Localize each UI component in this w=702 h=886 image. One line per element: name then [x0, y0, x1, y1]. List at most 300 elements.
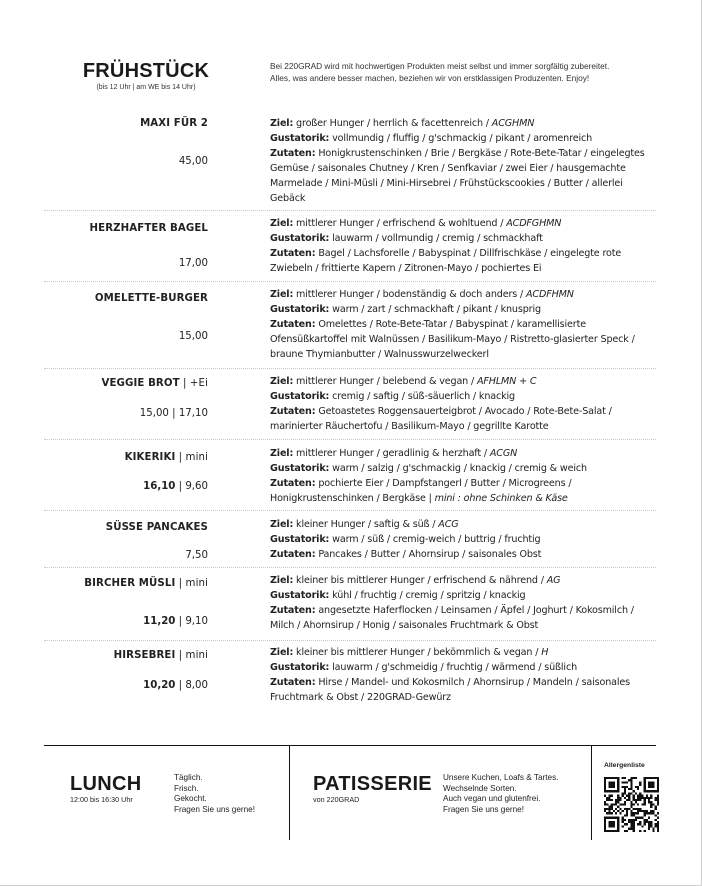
item-divider: [44, 281, 656, 282]
ziel-text: kleiner Hunger / saftig & süß /: [296, 519, 439, 530]
qr-module: [650, 781, 652, 783]
qr-module: [626, 808, 628, 810]
ziel-text: mittlerer Hunger / belebend & vegan /: [296, 376, 477, 387]
qr-module: [608, 806, 610, 808]
gustatorik-text: warm / süß / cremig-weich / buttrig / fruchtig: [332, 534, 541, 545]
lunch-info: [174, 773, 255, 815]
ziel-label: Ziel:: [270, 289, 294, 300]
qr-module: [635, 799, 637, 801]
qr-module: [604, 808, 606, 810]
zutaten-text: pochierte Eier / Dampfstangerl / Butter / Microgreens / Honigkrustenschinken / Bergkäse |: [270, 478, 572, 504]
qr-module: [613, 825, 615, 827]
qr-module: [617, 790, 619, 792]
qr-module: [617, 825, 619, 827]
qr-module: [617, 781, 619, 783]
qr-module: [624, 808, 626, 810]
qr-module: [608, 812, 610, 814]
qr-module: [626, 810, 628, 812]
item-divider: [44, 567, 656, 568]
qr-module: [655, 819, 657, 821]
qr-module: [648, 821, 650, 823]
qr-module: [630, 784, 632, 786]
patisserie-info: [443, 773, 558, 815]
qr-module: [613, 810, 615, 812]
qr-module: [630, 819, 632, 821]
qr-module: [604, 821, 606, 823]
qr-module: [633, 795, 635, 797]
qr-module: [606, 812, 608, 814]
qr-module: [622, 803, 624, 805]
footer-separator: [289, 745, 290, 840]
qr-module: [613, 821, 615, 823]
qr-module: [608, 821, 610, 823]
page-title: FRÜHSTÜCK: [82, 60, 210, 82]
qr-module: [630, 806, 632, 808]
zutaten-text: Hirse / Mandel- und Kokosmilch / Ahornsirup / Mandeln / saisonales Fruchtmark & Obst / 220GRAD-Gewürz: [270, 677, 631, 703]
allergen-qr-code[interactable]: [604, 777, 659, 832]
item-price: 7,50: [185, 550, 208, 561]
qr-module: [648, 777, 650, 779]
qr-module: [611, 825, 613, 827]
zutaten-text: Getoastetes Roggensauerteigbrot / Avocado / Rote-Bete-Salat / marinierter Räuchertofu / Basilikum-Mayo / gegrillte Karotte: [270, 406, 612, 432]
qr-module: [637, 817, 639, 819]
qr-module: [648, 801, 650, 803]
gustatorik-label: Gustatorik:: [270, 662, 330, 673]
item-description: [270, 116, 655, 206]
footer-separator: [591, 745, 592, 840]
qr-module: [613, 781, 615, 783]
qr-module: [650, 821, 652, 823]
qr-module: [617, 810, 619, 812]
qr-module: [635, 817, 637, 819]
ziel-label: Ziel:: [270, 647, 294, 658]
qr-module: [637, 799, 639, 801]
qr-module: [652, 812, 654, 814]
qr-module: [615, 830, 617, 832]
qr-module: [615, 801, 617, 803]
qr-module: [633, 790, 635, 792]
qr-module: [648, 812, 650, 814]
ziel-label: Ziel:: [270, 448, 294, 459]
qr-module: [637, 786, 639, 788]
qr-module: [608, 795, 610, 797]
qr-module: [646, 810, 648, 812]
qr-module: [650, 786, 652, 788]
lunch-line: Fragen Sie uns gerne!: [174, 804, 256, 814]
qr-module: [650, 810, 652, 812]
qr-module: [655, 814, 657, 816]
qr-module: [657, 779, 659, 781]
qr-module: [637, 797, 639, 799]
qr-module: [604, 830, 606, 832]
qr-module: [650, 801, 652, 803]
qr-module: [633, 803, 635, 805]
qr-module: [624, 803, 626, 805]
qr-module: [657, 797, 659, 799]
qr-module: [652, 810, 654, 812]
qr-module: [655, 825, 657, 827]
qr-module: [624, 788, 626, 790]
item-name: HIRSEBREI | mini: [113, 650, 208, 661]
qr-module: [644, 803, 646, 805]
qr-module: [644, 819, 646, 821]
lunch-line: Frisch.: [174, 783, 199, 793]
qr-module: [604, 788, 606, 790]
zutaten-label: Zutaten:: [270, 605, 316, 616]
qr-module: [644, 788, 646, 790]
qr-module: [624, 781, 626, 783]
qr-module: [617, 786, 619, 788]
qr-module: [639, 830, 641, 832]
qr-module: [617, 801, 619, 803]
qr-module: [604, 784, 606, 786]
zutaten-text: Bagel / Lachsforelle / Babyspinat / Dillfrischkäse / eingelegte rote Zwiebeln / frittierte Kapern / Zitronen-Mayo / pochiertes Ei: [270, 248, 622, 274]
qr-module: [652, 828, 654, 830]
zutaten-text: Honigkrustenschinken / Brie / Bergkäse / Rote-Bete-Tatar / eingelegtes Gemüse / saisonales Chutney / Kren / Senfkaviar / zwei Eier / hausgemachte Marmelade / Mini-Müsli / Mini-Hirsebrei / Frühstückscookies / Butter / allerlei Gebäck: [270, 148, 645, 204]
qr-module: [633, 830, 635, 832]
patisserie-subtitle: von 220GRAD: [313, 795, 360, 804]
qr-module: [652, 790, 654, 792]
qr-module: [611, 781, 613, 783]
gustatorik-label: Gustatorik:: [270, 534, 330, 545]
qr-module: [604, 803, 606, 805]
qr-module: [624, 797, 626, 799]
qr-module: [624, 819, 626, 821]
item-divider: [44, 368, 656, 369]
qr-module: [630, 788, 632, 790]
qr-module: [648, 797, 650, 799]
qr-module: [624, 790, 626, 792]
qr-module: [617, 817, 619, 819]
item-name: KIKERIKI | mini: [124, 452, 208, 463]
qr-module: [648, 781, 650, 783]
zutaten-label: Zutaten:: [270, 478, 316, 489]
zutaten-label: Zutaten:: [270, 148, 316, 159]
qr-module: [617, 828, 619, 830]
qr-module: [650, 784, 652, 786]
qr-module: [608, 810, 610, 812]
lunch-time: 12:00 bis 16:30 Uhr: [70, 795, 133, 804]
qr-module: [604, 828, 606, 830]
qr-module: [606, 777, 608, 779]
qr-module: [650, 803, 652, 805]
qr-module: [604, 786, 606, 788]
qr-module: [633, 799, 635, 801]
qr-module: [615, 777, 617, 779]
item-description: [270, 446, 655, 506]
ziel-label: Ziel:: [270, 575, 294, 586]
qr-module: [606, 799, 608, 801]
qr-module: [611, 803, 613, 805]
qr-module: [622, 795, 624, 797]
qr-module: [648, 790, 650, 792]
zutaten-label: Zutaten:: [270, 549, 316, 560]
qr-module: [655, 790, 657, 792]
patisserie-line: Fragen Sie uns gerne!: [443, 804, 525, 814]
qr-module: [624, 830, 626, 832]
qr-module: [608, 781, 610, 783]
qr-module: [633, 808, 635, 810]
qr-module: [611, 808, 613, 810]
intro-text: [270, 60, 650, 84]
qr-module: [639, 817, 641, 819]
item-description: [270, 374, 655, 434]
qr-module: [650, 825, 652, 827]
item-divider: [44, 640, 656, 641]
qr-module: [615, 808, 617, 810]
qr-module: [606, 797, 608, 799]
allergen-code: AFHLMN + C: [477, 376, 537, 387]
qr-module: [648, 823, 650, 825]
qr-module: [652, 777, 654, 779]
qr-module: [608, 825, 610, 827]
item-description: [270, 216, 655, 276]
qr-module: [630, 821, 632, 823]
qr-module: [624, 786, 626, 788]
qr-module: [639, 799, 641, 801]
qr-module: [635, 792, 637, 794]
item-price: 17,00: [178, 258, 208, 269]
qr-module: [615, 790, 617, 792]
zutaten-text: angesetzte Haferflocken / Leinsamen / Äpfel / Joghurt / Kokosmilch / Milch / Ahornsirup / Honig / saisonales Fruchtmark & Obst: [270, 605, 634, 631]
qr-module: [657, 828, 659, 830]
qr-module: [644, 784, 646, 786]
allergen-code: ACG: [438, 519, 459, 530]
qr-module: [646, 795, 648, 797]
qr-module: [611, 830, 613, 832]
lunch-line: Gekocht.: [174, 794, 207, 803]
gustatorik-text: cremig / saftig / süß-säuerlich / knackig: [332, 391, 515, 402]
qr-module: [611, 821, 613, 823]
gustatorik-label: Gustatorik:: [270, 133, 330, 144]
zutaten-label: Zutaten:: [270, 248, 316, 259]
qr-module: [648, 786, 650, 788]
qr-module: [630, 786, 632, 788]
page-subtitle: (bis 12 Uhr | am WE bis 14 Uhr): [96, 84, 196, 91]
qr-module: [611, 812, 613, 814]
qr-module: [617, 797, 619, 799]
item-price: 45,00: [178, 156, 208, 167]
patisserie-line: Unsere Kuchen, Loafs & Tartes.: [443, 773, 559, 782]
qr-module: [641, 797, 643, 799]
qr-module: [613, 786, 615, 788]
qr-module: [606, 830, 608, 832]
qr-module: [617, 779, 619, 781]
qr-module: [637, 810, 639, 812]
qr-module: [657, 830, 659, 832]
qr-module: [622, 777, 624, 779]
qr-module: [650, 797, 652, 799]
qr-module: [657, 790, 659, 792]
gustatorik-text: lauwarm / g'schmeidig / fruchtig / wärmend / süßlich: [332, 662, 577, 673]
qr-module: [644, 790, 646, 792]
ziel-label: Ziel:: [270, 218, 294, 229]
ziel-text: mittlerer Hunger / geradlinig & herzhaft /: [296, 448, 490, 459]
qr-module: [626, 812, 628, 814]
qr-module: [617, 819, 619, 821]
qr-module: [628, 799, 630, 801]
qr-module: [617, 777, 619, 779]
qr-module: [611, 799, 613, 801]
qr-module: [628, 819, 630, 821]
qr-module: [604, 825, 606, 827]
qr-module: [630, 825, 632, 827]
qr-module: [655, 797, 657, 799]
zutaten-text: Omelettes / Rote-Bete-Tatar / Babyspinat / karamellisierte Ofensüßkartoffel mit Walnüssen / Basilikum-Mayo / Ristretto-glasierter Speck / braune Thymianbutter / Walnusswurzelweckerl: [270, 319, 635, 360]
qr-module: [650, 812, 652, 814]
item-description: [270, 573, 655, 633]
qr-module: [608, 786, 610, 788]
qr-module: [646, 777, 648, 779]
qr-module: [637, 795, 639, 797]
qr-module: [626, 786, 628, 788]
qr-module: [639, 781, 641, 783]
qr-module: [611, 823, 613, 825]
qr-module: [608, 817, 610, 819]
qr-module: [604, 790, 606, 792]
zutaten-label: Zutaten:: [270, 319, 316, 330]
qr-module: [615, 812, 617, 814]
qr-module: [615, 803, 617, 805]
allergen-code: AG: [546, 575, 561, 586]
qr-module: [657, 799, 659, 801]
qr-module: [641, 825, 643, 827]
qr-module: [628, 795, 630, 797]
qr-module: [608, 784, 610, 786]
qr-module: [624, 792, 626, 794]
allergen-list-label: Allergenliste: [604, 762, 645, 769]
footer-rule: [44, 745, 656, 746]
qr-module: [630, 801, 632, 803]
qr-module: [650, 806, 652, 808]
item-divider: [44, 510, 656, 511]
item-divider: [44, 439, 656, 440]
qr-module: [639, 823, 641, 825]
qr-module: [622, 821, 624, 823]
qr-module: [624, 777, 626, 779]
qr-module: [657, 803, 659, 805]
qr-module: [657, 786, 659, 788]
patisserie-title: PATISSERIE: [313, 773, 432, 795]
qr-module: [644, 786, 646, 788]
qr-module: [641, 795, 643, 797]
qr-module: [622, 825, 624, 827]
qr-module: [639, 808, 641, 810]
qr-module: [648, 828, 650, 830]
qr-module: [657, 784, 659, 786]
qr-module: [644, 812, 646, 814]
qr-module: [628, 797, 630, 799]
item-price: 16,10 | 9,60: [143, 481, 208, 492]
qr-module: [604, 795, 606, 797]
qr-module: [635, 777, 637, 779]
qr-module: [639, 792, 641, 794]
item-name: VEGGIE BROT | +Ei: [101, 378, 208, 389]
lunch-line: Täglich.: [174, 773, 203, 782]
qr-module: [608, 797, 610, 799]
qr-module: [639, 810, 641, 812]
qr-module: [637, 808, 639, 810]
qr-module: [644, 823, 646, 825]
ziel-text: kleiner bis mittlerer Hunger / erfrischend & nährend /: [296, 575, 547, 586]
qr-module: [657, 812, 659, 814]
qr-module: [604, 810, 606, 812]
qr-module: [644, 797, 646, 799]
item-description: [270, 645, 655, 705]
qr-module: [608, 808, 610, 810]
qr-module: [648, 817, 650, 819]
qr-module: [604, 801, 606, 803]
qr-module: [646, 797, 648, 799]
item-price: 15,00: [178, 331, 208, 342]
qr-module: [604, 779, 606, 781]
ziel-text: kleiner bis mittlerer Hunger / bekömmlich & vegan /: [296, 647, 542, 658]
qr-module: [622, 786, 624, 788]
qr-module: [608, 799, 610, 801]
qr-module: [624, 801, 626, 803]
qr-module: [617, 823, 619, 825]
qr-module: [639, 797, 641, 799]
qr-module: [613, 817, 615, 819]
qr-module: [617, 784, 619, 786]
qr-module: [635, 808, 637, 810]
zutaten-label: Zutaten:: [270, 677, 316, 688]
qr-module: [635, 786, 637, 788]
gustatorik-text: vollmundig / fluffig / g'schmackig / pikant / aromenreich: [332, 133, 593, 144]
qr-module: [644, 801, 646, 803]
qr-module: [655, 806, 657, 808]
qr-module: [604, 777, 606, 779]
item-name: SÜSSE PANCAKES: [105, 522, 208, 533]
qr-module: [608, 790, 610, 792]
item-price: 15,00 | 17,10: [139, 408, 208, 419]
qr-module: [637, 803, 639, 805]
qr-module: [644, 830, 646, 832]
qr-module: [619, 797, 621, 799]
qr-module: [657, 781, 659, 783]
qr-module: [608, 777, 610, 779]
qr-module: [622, 817, 624, 819]
qr-module: [641, 817, 643, 819]
item-price: 10,20 | 8,00: [143, 680, 208, 691]
qr-module: [628, 821, 630, 823]
qr-module: [633, 812, 635, 814]
qr-module: [652, 830, 654, 832]
qr-module: [639, 821, 641, 823]
qr-module: [633, 828, 635, 830]
qr-module: [613, 790, 615, 792]
qr-module: [604, 781, 606, 783]
qr-module: [635, 801, 637, 803]
qr-module: [644, 779, 646, 781]
qr-module: [630, 823, 632, 825]
gustatorik-label: Gustatorik:: [270, 391, 330, 402]
qr-module: [657, 795, 659, 797]
ziel-label: Ziel:: [270, 118, 294, 129]
qr-module: [637, 788, 639, 790]
qr-module: [655, 808, 657, 810]
qr-module: [628, 828, 630, 830]
ziel-text: mittlerer Hunger / erfrischend & wohltuend /: [296, 218, 507, 229]
qr-module: [622, 792, 624, 794]
qr-module: [626, 799, 628, 801]
item-description: [270, 287, 655, 362]
qr-module: [606, 790, 608, 792]
qr-module: [626, 795, 628, 797]
qr-module: [619, 799, 621, 801]
qr-module: [657, 777, 659, 779]
qr-module: [646, 790, 648, 792]
